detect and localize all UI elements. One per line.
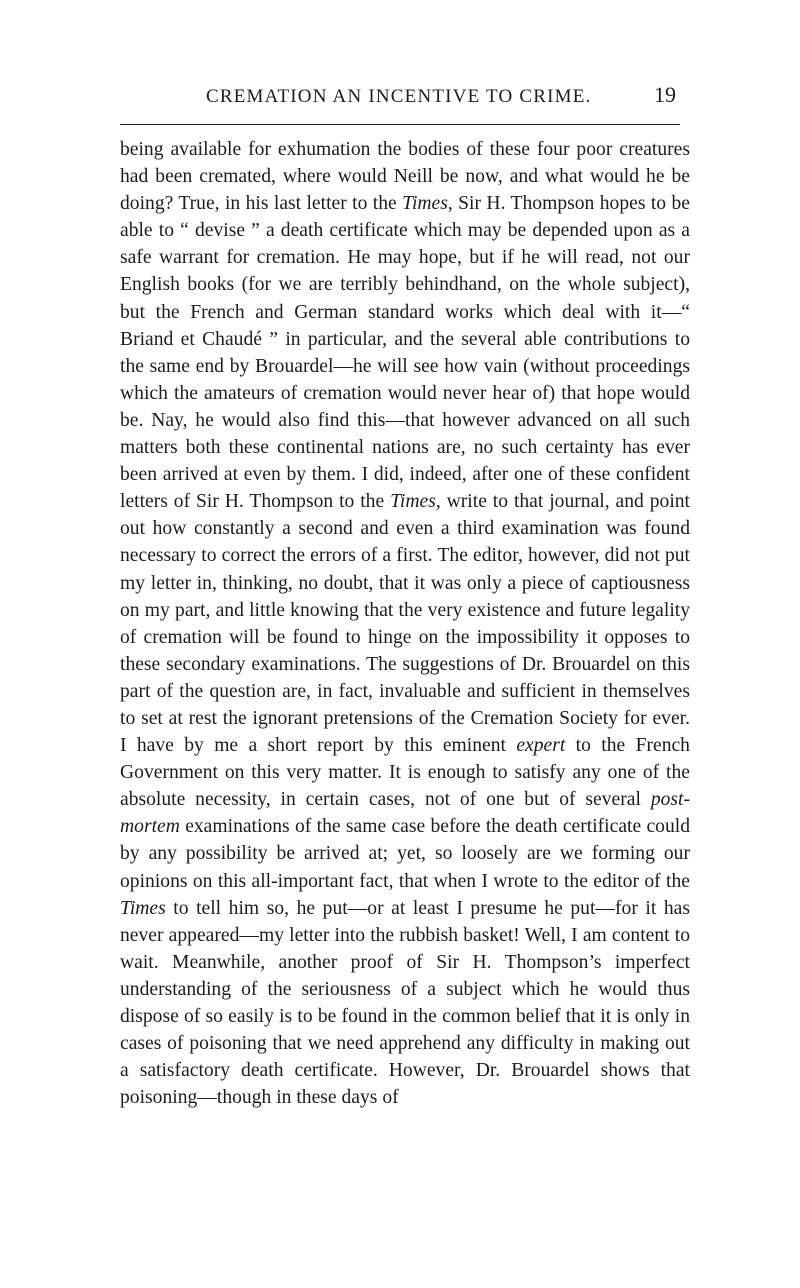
running-head bbox=[120, 82, 676, 112]
body-text bbox=[120, 136, 690, 1111]
paragraph bbox=[120, 136, 690, 1111]
text-run: being available for exhumation the bodies of these four poor creatures had been cremated, where would Neill be now, and what would he be doing? True, in his last letter to the bbox=[120, 139, 690, 215]
text-run: to tell him so, he put—or at least I presume he put—for it has never appeared—my letter into the rubbish basket! Well, I am content to wait. Meanwhile, another proof of Sir H. Thompson’s imperfect understanding of the seriousness of a subject which he would thus dispose of so easily is to be found in the common belief that it is only in cases of poisoning that we need apprehend any difficulty in making out a satisfactory death certificate. However, Dr. Brouardel shows that poisoning—though in these days of bbox=[120, 897, 690, 1109]
italic-text: post-mortem bbox=[120, 789, 690, 838]
text-run: , Sir H. Thompson hopes to be able to “ devise ” a death certificate which may be depended upon as a safe warrant for cremation. He may hope, but if he will read, not our English books (for we are terribly behindhand, on the whole subject), but the French and German standard works which deal with it—“ Briand et Chaudé ” in particular, and the several able contributions to the same end by Brouardel—he will see how vain (without proceedings which the amateurs of cremation would never hear of) that hope would be. Nay, he would also find this—that however advanced on all such matters both these continental nations are, no such certainty has ever been arrived at even by them. I did, indeed, after one of these confident letters of Sir H. Thompson to the bbox=[120, 193, 690, 513]
page-number: 19 bbox=[654, 82, 676, 107]
text-run: to the French Government on this very matter. It is enough to satisfy any one of the absolute necessity, in certain cases, not of one but of several bbox=[120, 735, 690, 811]
text-run: examinations of the same case before the death certificate could by any possibility be arrived at; yet, so loosely are we forming our opinions on this all-important fact, that when I wrote to the editor of the bbox=[120, 816, 690, 892]
running-title: CREMATION AN INCENTIVE TO CRIME. bbox=[206, 86, 592, 107]
header-rule bbox=[120, 124, 680, 125]
italic-text: Times bbox=[390, 491, 436, 513]
text-run: , write to that journal, and point out how constantly a second and even a third examination was found necessary to correct the errors of a first. The editor, however, did not put my letter in, thinking, no doubt, that it was only a piece of captiousness on my part, and little knowing that the very existence and future legality of cremation will be found to hinge on the impossibility it opposes to these secondary examinations. The suggestions of Dr. Brouardel on this part of the question are, in fact, invaluable and sufficient in themselves to set at rest the ignorant pretensions of the Cremation Society for ever. I have by me a short report by this eminent bbox=[120, 491, 691, 757]
italic-text: expert bbox=[516, 735, 566, 757]
italic-text: Times bbox=[120, 897, 166, 919]
italic-text: Times bbox=[402, 193, 448, 215]
